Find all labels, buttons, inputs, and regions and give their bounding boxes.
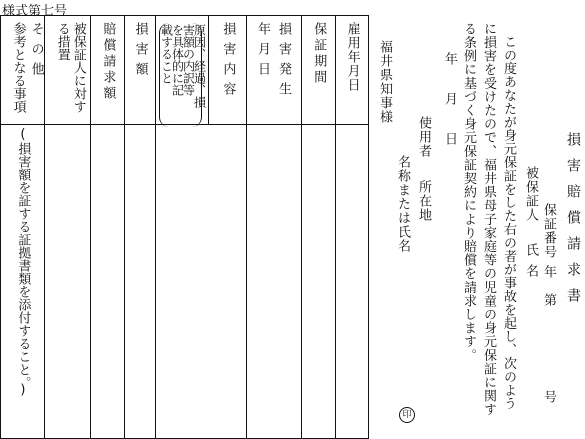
document-title: 損害賠償請求書 xyxy=(565,132,581,314)
employer-address-label: 所在地 xyxy=(416,180,431,222)
guarantee-period-value-cell[interactable] xyxy=(302,125,335,439)
damage-date-header-cell xyxy=(247,16,302,125)
guarantee-period-header-cell xyxy=(302,16,335,125)
date-day: 日 xyxy=(442,132,457,145)
guarantee-number-dai: 第 xyxy=(541,293,556,306)
compensation-value-cell[interactable] xyxy=(91,125,124,439)
other-header-label-2: 参考となる事項 xyxy=(10,22,26,113)
damage-date-header-label-2: 年月日 xyxy=(255,22,271,82)
date-month: 月 xyxy=(442,92,457,105)
employment-date-header-cell xyxy=(335,16,368,125)
damage-content-header-cell xyxy=(208,16,247,125)
measures-header-label-1: 被保証人に対す xyxy=(70,22,86,113)
damage-note-line-1: 原因、経過、損 xyxy=(192,24,207,108)
form-number-label: 様式第七号 xyxy=(2,4,68,19)
other-note: (損害額を証する証拠書類を添付すること。) xyxy=(15,127,31,398)
compensation-header-label: 賠償請求額 xyxy=(100,22,116,102)
guarantee-number-year: 年 xyxy=(541,265,556,278)
other-header-cell xyxy=(1,16,45,125)
guarantee-number-suffix: 号 xyxy=(541,390,556,403)
measures-header-cell xyxy=(45,16,91,125)
damage-amount-header-cell xyxy=(124,16,155,125)
seal-mark: 印 xyxy=(399,407,415,423)
damage-note-line-3: を具体的に記 xyxy=(170,24,185,96)
damage-date-header-label-1: 損害発生 xyxy=(276,22,292,102)
damage-details-table xyxy=(0,15,369,439)
body-text-line-2: に損害を受けたので、福井県母子家庭等の児童の身元保証に関す xyxy=(481,22,496,417)
damage-content-value-cell[interactable] xyxy=(155,125,246,439)
guaranteed-person-name-label: 氏名 xyxy=(523,243,538,285)
damage-note-line-2: 害額の内訳等 xyxy=(181,24,196,96)
compensation-header-cell xyxy=(91,16,124,125)
body-text-line-1: この度あなたが身元保証をした右の者が事故を起し、次のよう xyxy=(501,35,516,411)
guarantee-period-header-label: 保証期間 xyxy=(311,22,327,86)
other-header-label-1: その他 xyxy=(28,22,44,82)
other-value-cell[interactable] xyxy=(1,125,45,439)
body-text-line-3: る条例に基づく身元保証契約により賠償を請求します。 xyxy=(461,22,476,362)
guarantee-number-label: 保証番号 xyxy=(541,203,556,259)
damage-amount-value-cell[interactable] xyxy=(124,125,155,439)
damage-amount-header-label: 損害額 xyxy=(132,22,148,82)
employer-name-label: 名称または氏名 xyxy=(395,155,410,253)
employment-date-value-cell[interactable] xyxy=(335,125,368,439)
damage-note-header-cell xyxy=(155,16,208,125)
damage-note-line-4: 載すること xyxy=(159,24,174,84)
measures-header-label-2: る措置 xyxy=(54,22,70,61)
addressee: 福井県知事様 xyxy=(377,40,392,124)
measures-value-cell[interactable] xyxy=(45,125,91,439)
employer-label: 使用者 xyxy=(416,116,431,158)
damage-date-value-cell[interactable] xyxy=(247,125,302,439)
date-year: 年 xyxy=(442,52,457,65)
guaranteed-person-label: 被保証人 xyxy=(523,166,538,222)
employment-date-header-label: 雇用年月日 xyxy=(344,22,360,92)
damage-content-header-label: 損害内容 xyxy=(220,22,236,102)
